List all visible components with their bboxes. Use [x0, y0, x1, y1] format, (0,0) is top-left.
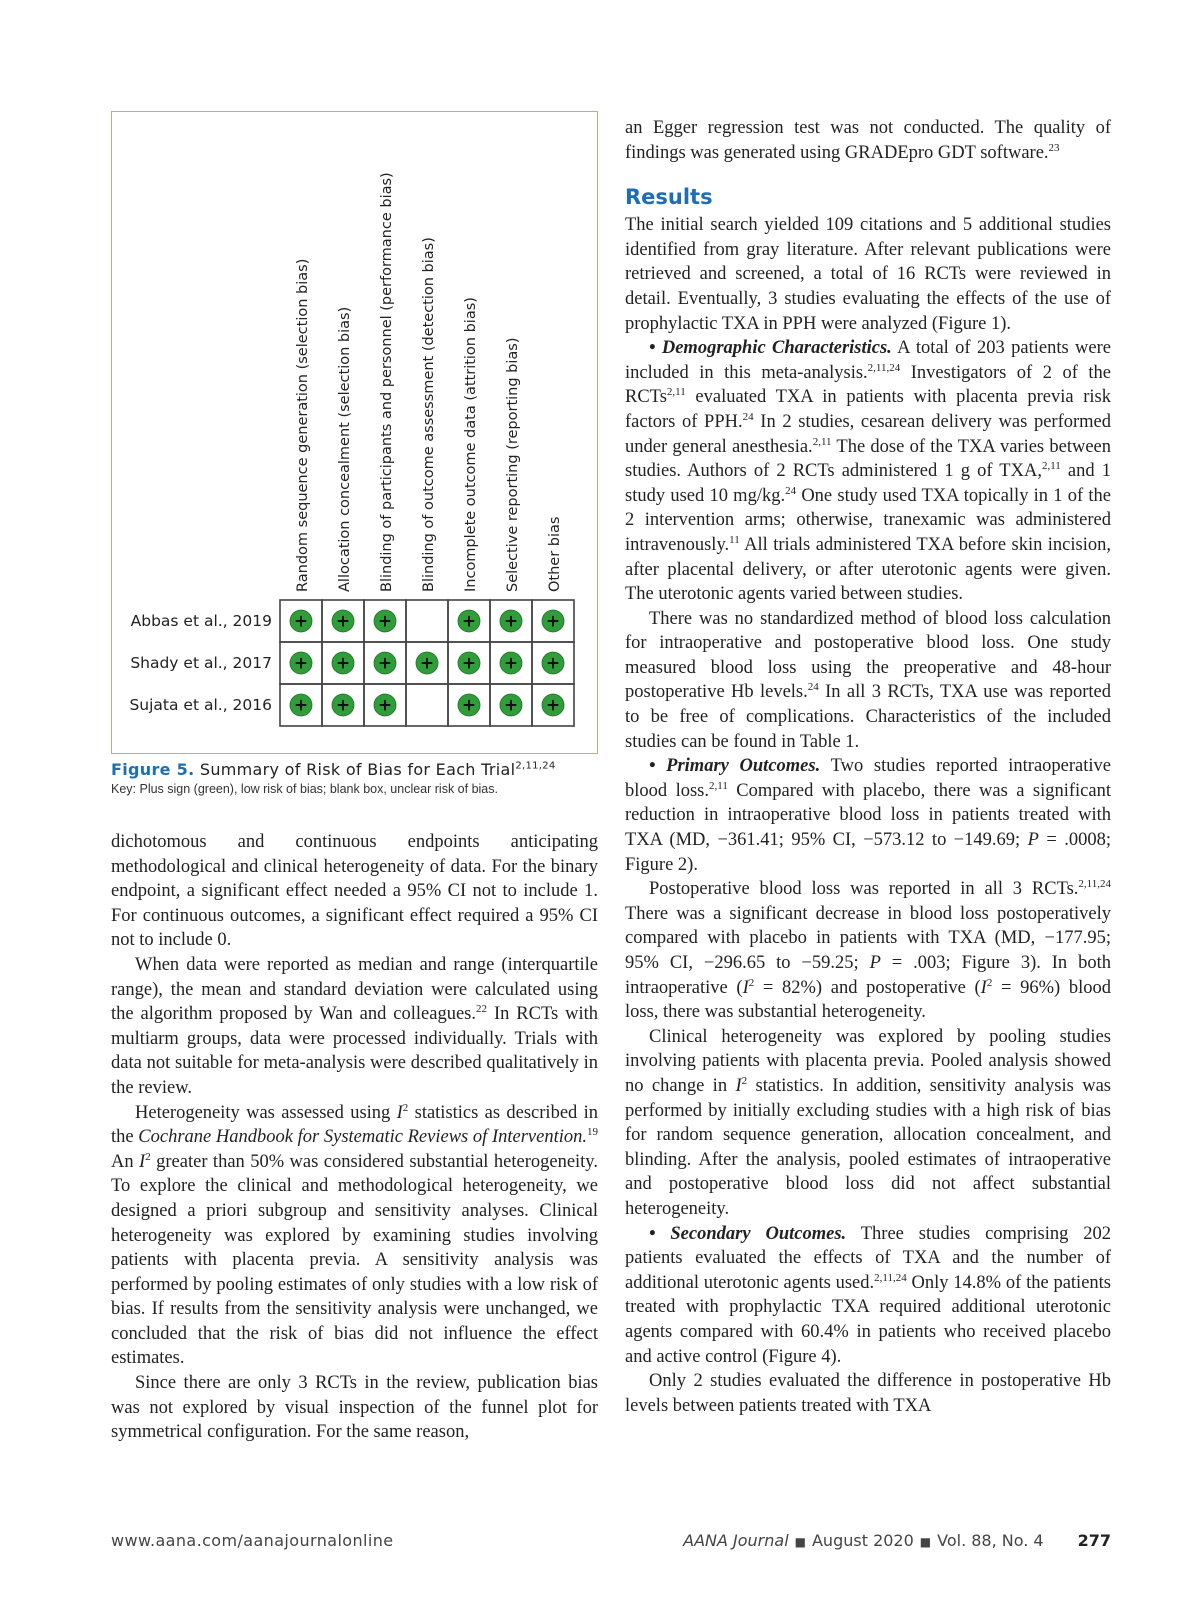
judgment-mark: + — [503, 653, 519, 674]
paragraph: an Egger regression test was not conducted. The quality of findings was generated using GRADEpro GDT software.$^{23}$ — [625, 118, 1111, 163]
issue-date: August 2020 — [811, 1531, 914, 1550]
judgment-mark: + — [293, 695, 309, 716]
page-number: 277 — [1077, 1531, 1111, 1550]
figure-title-text: Summary of Risk of Bias for Each Trial — [199, 760, 516, 779]
left-column — [111, 830, 598, 1445]
figure-5-risk-of-bias — [111, 111, 598, 754]
journal-name: AANA Journal — [683, 1531, 789, 1550]
judgment-mark: + — [335, 695, 351, 716]
study-label: Sujata et al., 2016 — [129, 696, 272, 714]
paragraph: When data were reported as median and range (interquartile range), the mean and standard deviation were calculated using the algorithm proposed by Wan and colleagues.$^{22}$ In RCTs with multiarm groups, data were processed individually. Trials with data not suitable for meta-analysis were described qualitatively in the review. — [111, 954, 598, 1098]
judgment-mark: + — [545, 653, 561, 674]
domain-label: Incomplete outcome data (attrition bias) — [463, 297, 479, 592]
figure-caption — [111, 760, 611, 796]
judgment-mark: + — [377, 611, 393, 632]
section-heading-results: Results — [625, 185, 713, 210]
domain-label: Random sequence generation (selection bias) — [295, 258, 311, 592]
paragraph: • Primary Outcomes. Two studies reported intraoperative blood loss.$^{2,11}$ Compared with placebo, there was a significant reduction in intraoperative blood loss in patients treated with TXA (MD, −361.41; 95% CI, −573.12 to −149.69; P = .0008; Figure 2). — [625, 756, 1112, 875]
judgment-mark: + — [377, 653, 393, 674]
paragraph: Clinical heterogeneity was explored by pooling studies involving patients with placenta previa. Pooled analysis showed no change in $I^2$ statistics. In addition, sensitivity analysis was performed by initially excluding studies with a high risk of bias for random sequence generation, allocation concealment, and blinding. After the analysis, pooled estimates of intraoperative and postoperative blood loss did not affect substantial heterogeneity. — [625, 1026, 1111, 1219]
domain-label: Other bias — [547, 516, 563, 592]
domain-label: Blinding of outcome assessment (detection bias) — [421, 237, 437, 592]
figure-refs: 2,11,24 — [515, 760, 556, 772]
right-column — [625, 116, 1111, 1418]
judgment-mark: + — [335, 653, 351, 674]
figure-key: Key: Plus sign (green), low risk of bias; blank box, unclear risk of bias. — [111, 782, 498, 796]
judgment-mark: + — [419, 653, 435, 674]
judgment-mark: + — [377, 695, 393, 716]
separator-square-icon: ■ — [919, 1535, 932, 1549]
grid-cell — [406, 600, 448, 642]
figure-label: Figure 5. — [111, 760, 195, 779]
paragraph: • Demographic Characteristics. A total of 203 patients were included in this meta-analysis.$^{2,11,24}$ Investigators of 2 of the RCTs$^{2,11}$ evaluated TXA in patients with placenta previa risk factors of PPH.$^{24}$ In 2 studies, cesarean delivery was performed under general anesthesia.$^{2,11}$ The dose of the TXA varies between studies. Authors of 2 RCTs administered 1 g of TXA,$^{2,11}$ and 1 study used 10 mg/kg.$^{24}$ One study used TXA topically in 1 of the 2 intervention arms; otherwise, tranexamic was administered intravenously.$^{11}$ All trials administered TXA before skin incision, after placental delivery, or after uterotonic agents were given. The uterotonic agents varied between studies. — [625, 338, 1112, 605]
judgment-mark: + — [545, 611, 561, 632]
judgment-mark: + — [461, 695, 477, 716]
separator-square-icon: ■ — [794, 1535, 806, 1549]
study-label: Abbas et al., 2019 — [130, 612, 272, 630]
domain-label: Selective reporting (reporting bias) — [505, 337, 521, 592]
grid-cell — [406, 684, 448, 726]
study-label: Shady et al., 2017 — [130, 654, 272, 672]
volume: Vol. 88, No. 4 — [937, 1531, 1044, 1550]
judgment-mark: + — [293, 653, 309, 674]
paragraph: dichotomous and continuous endpoints anticipating methodological and clinical heterogeneity of data. For the binary endpoint, a significant effect needed a 95% CI not to include 1. For continuous outcomes, a significant effect required a 95% CI not to include 0. — [111, 832, 598, 951]
domain-label: Allocation concealment (selection bias) — [337, 306, 353, 592]
paragraph: Only 2 studies evaluated the difference in postoperative Hb levels between patients treated with TXA — [625, 1371, 1111, 1416]
footer-url: www.aana.com/aanajournalonline — [111, 1531, 394, 1550]
judgment-mark: + — [545, 695, 561, 716]
judgment-mark: + — [503, 611, 519, 632]
paragraph: The initial search yielded 109 citations and 5 additional studies identified from gray literature. After relevant publications were retrieved and screened, a total of 16 RCTs were reviewed in detail. Eventually, 3 studies evaluating the effects of the use of prophylactic TXA in PPH were analyzed (Figure 1). — [625, 215, 1111, 334]
judgment-mark: + — [461, 611, 477, 632]
judgment-mark: + — [293, 611, 309, 632]
footer-citation — [683, 1531, 1111, 1550]
judgment-mark: + — [503, 695, 519, 716]
judgment-mark: + — [335, 611, 351, 632]
figure-title — [111, 760, 611, 779]
paragraph: Heterogeneity was assessed using $I^2$ statistics as described in the Cochrane Handbook for Systematic Reviews of Intervention.$^{19}$ An $I^2$ greater than 50% was considered substantial heterogeneity. To explore the clinical and methodological heterogeneity, we designed a priori subgroup and sensitivity analyses. Clinical heterogeneity was explored by examining studies involving patients with placenta previa. A sensitivity analysis was performed by pooling estimates of only studies with a low risk of bias. If results from the sensitivity analysis were unchanged, we concluded that the risk of bias did not influence the effect estimates. — [111, 1101, 598, 1369]
judgment-mark: + — [461, 653, 477, 674]
risk-of-bias-chart — [112, 112, 599, 755]
paragraph: Since there are only 3 RCTs in the review, publication bias was not explored by visual inspection of the funnel plot for symmetrical configuration. For the same reason, — [111, 1373, 598, 1443]
paragraph: • Secondary Outcomes. Three studies comprising 202 patients evaluated the effects of TXA and the number of additional uterotonic agents used.$^{2,11,24}$ Only 14.8% of the patients treated with prophylactic TXA required additional uterotonic agents compared with 60.4% in patients who received placebo and active control (Figure 4). — [625, 1223, 1111, 1367]
paragraph: There was no standardized method of blood loss calculation for intraoperative and postoperative blood loss. One study measured blood loss using the preoperative and 48-hour postoperative Hb levels.$^{24}$ In all 3 RCTs, TXA use was reported to be free of complications. Characteristics of the included studies can be found in Table 1. — [625, 608, 1111, 752]
domain-label: Blinding of participants and personnel (performance bias) — [379, 172, 395, 592]
paragraph: Postoperative blood loss was reported in all 3 RCTs.$^{2,11,24}$ There was a significant decrease in blood loss postoperatively compared with placebo in patients with TXA (MD, −177.95; 95% CI, −296.65 to −59.25; P = .003; Figure 3). In both intraoperative $(I^2 = 82\%)$ and postoperative $(I^2 = 96\%)$ blood loss, there was substantial heterogeneity. — [625, 878, 1111, 1023]
